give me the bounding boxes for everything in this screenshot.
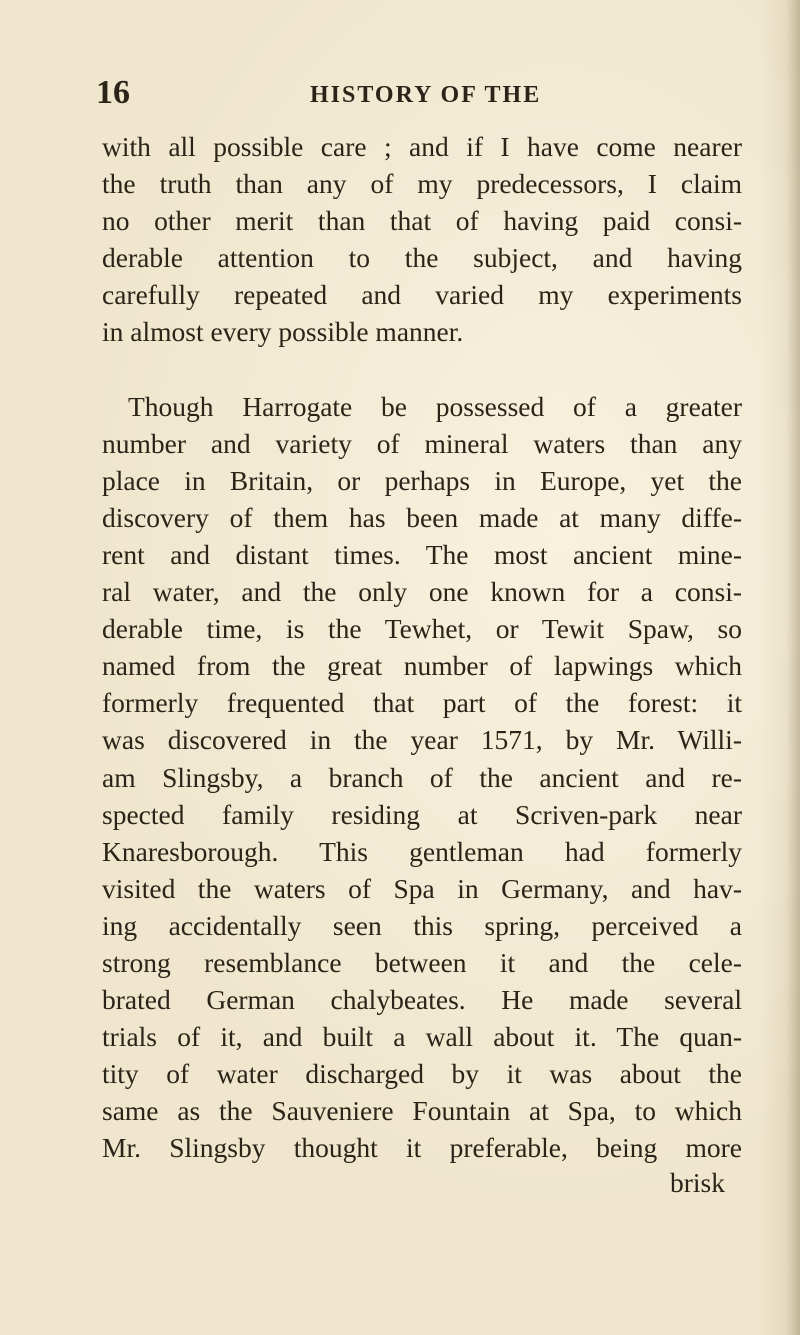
text-line: named from the great number of lapwings which — [102, 650, 742, 682]
text-line: no other merit than that of having paid consi- — [102, 205, 742, 237]
text-line: number and variety of mineral waters than any — [102, 427, 742, 459]
text-line: rent and distant times. The most ancient mine- — [102, 538, 742, 570]
paragraph-gap — [102, 351, 742, 388]
body-text — [102, 128, 742, 1167]
text-line: trials of it, and built a wall about it. The quan- — [102, 1021, 742, 1053]
text-line: am Slingsby, a branch of the ancient and re- — [102, 761, 742, 793]
text-line: the truth than any of my predecessors, I claim — [102, 168, 742, 200]
running-head: HISTORY OF THE — [310, 82, 542, 108]
text-line: brated German chalybeates. He made several — [102, 984, 742, 1016]
page-edge-shadow — [786, 0, 800, 1335]
text-line: spected family residing at Scriven-park near — [102, 798, 742, 830]
text-line: Mr. Slingsby thought it preferable, being more — [102, 1132, 742, 1164]
page-number: 16 — [96, 74, 130, 111]
catchword: brisk — [670, 1166, 725, 1198]
text-line: Knaresborough. This gentleman had formerly — [102, 835, 742, 867]
text-line: carefully repeated and varied my experiments — [102, 279, 742, 311]
text-line: same as the Sauveniere Fountain at Spa, to which — [102, 1095, 742, 1127]
text-line: ing accidentally seen this spring, perceived a — [102, 909, 742, 941]
text-line: visited the waters of Spa in Germany, and hav- — [102, 872, 742, 904]
text-line: with all possible care ; and if I have come nearer — [102, 131, 742, 162]
text-line: derable time, is the Tewhet, or Tewit Spaw, so — [102, 613, 742, 645]
text-line: formerly frequented that part of the forest: it — [102, 687, 742, 719]
text-line: tity of water discharged by it was about the — [102, 1058, 742, 1090]
text-line: strong resemblance between it and the cele- — [102, 946, 742, 978]
text-line: place in Britain, or perhaps in Europe, yet the — [102, 464, 742, 496]
text-line: ral water, and the only one known for a consi- — [102, 576, 742, 608]
text-line: discovery of them has been made at many diffe- — [102, 501, 742, 533]
text-line: was discovered in the year 1571, by Mr. Willi- — [102, 724, 742, 756]
text-line: in almost every possible manner. — [102, 316, 464, 348]
text-line: derable attention to the subject, and having — [102, 242, 742, 274]
text-line: Though Harrogate be possessed of a greater — [128, 390, 742, 422]
